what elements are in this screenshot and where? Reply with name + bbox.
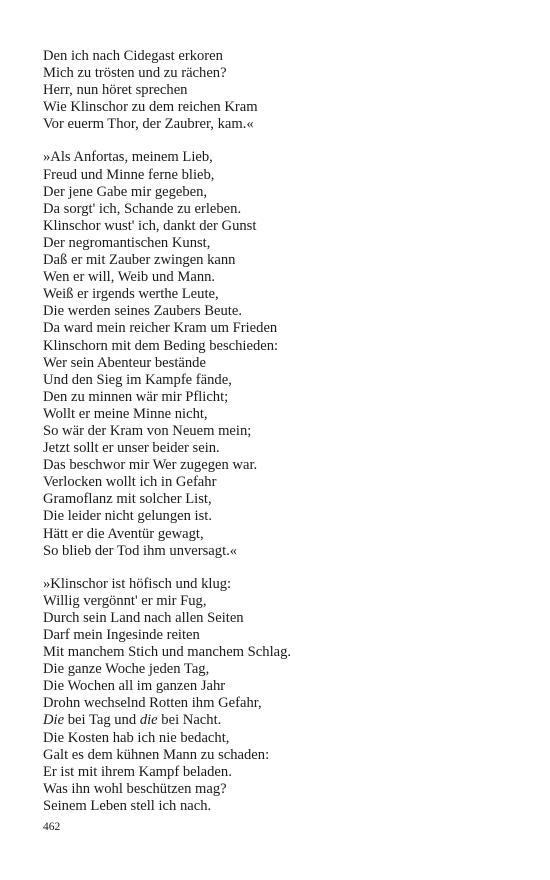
verse-line: Die ganze Woche jeden Tag,: [43, 661, 210, 678]
verse-line: »Klinschor ist höfisch und klug:: [43, 575, 232, 592]
verse-line: Wen er will, Weib und Mann.: [43, 269, 216, 286]
verse-line: Mit manchem Stich und manchem Schlag.: [43, 644, 292, 661]
verse-line: Weiß er irgends werthe Leute,: [43, 286, 219, 303]
verse-line: Und den Sieg im Kampfe fände,: [43, 371, 232, 388]
verse-line: Durch sein Land nach allen Seiten: [43, 609, 244, 626]
verse-line: Den zu minnen wär mir Pflicht;: [43, 388, 229, 405]
verse-line: So wär der Kram von Neuem mein;: [43, 422, 252, 439]
verse-line: Mich zu trösten und zu rächen?: [43, 65, 227, 82]
verse-line: Klinschor wust' ich, dankt der Gunst: [43, 217, 257, 234]
verse-line: Seinem Leben stell ich nach.: [43, 797, 212, 814]
stanza-1: [43, 48, 513, 133]
verse-fragment: bei Tag und: [64, 712, 140, 729]
verse-line: Der negromantischen Kunst,: [43, 234, 211, 251]
verse-line: Galt es dem kühnen Mann zu schaden:: [43, 746, 270, 763]
stanza-2: [43, 149, 513, 559]
verse-line: Freud und Minne ferne blieb,: [43, 166, 215, 183]
verse-line: Hätt er die Aventür gewagt,: [43, 525, 204, 542]
verse-line: Wer sein Abenteur bestände: [43, 354, 206, 371]
verse-line: So blieb der Tod ihm unversagt.«: [43, 542, 238, 559]
verse-line: Er ist mit ihrem Kampf beladen.: [43, 763, 232, 780]
verse-line: Verlocken wollt ich in Gefahr: [43, 474, 217, 491]
verse-line: Daß er mit Zauber zwingen kann: [43, 252, 236, 269]
italic-word: die: [139, 712, 158, 729]
verse-line: Was ihn wohl beschützen mag?: [43, 780, 227, 797]
verse-line: Da ward mein reicher Kram um Frieden: [43, 320, 278, 337]
verse-line: Darf mein Ingesinde reiten: [43, 627, 200, 643]
verse-line: Den ich nach Cidegast erkoren: [43, 48, 223, 64]
verse-line-italic: [43, 712, 513, 729]
verse-line: Die Kosten hab ich nie bedacht,: [43, 729, 230, 746]
verse-line: Willig vergönnt' er mir Fug,: [43, 592, 207, 609]
verse-line: Wollt er meine Minne nicht,: [43, 405, 208, 422]
verse-line: Wie Klinschor zu dem reichen Kram: [43, 99, 258, 116]
verse-line: Herr, nun höret sprechen: [43, 82, 188, 99]
verse-line: Da sorgt' ich, Schande zu erleben.: [43, 200, 242, 217]
verse-line: Drohn wechselnd Rotten ihm Gefahr,: [43, 695, 262, 712]
verse-line: »Als Anfortas, meinem Lieb,: [43, 149, 213, 166]
verse-fragment: bei Nacht.: [157, 712, 222, 729]
verse-line: Der jene Gabe mir gegeben,: [43, 183, 208, 200]
verse-line: Jetzt sollt er unser beider sein.: [43, 440, 220, 457]
poem-text: [43, 48, 513, 831]
verse-line: Die Wochen all im ganzen Jahr: [43, 678, 226, 695]
verse-line: Die leider nicht gelungen ist.: [43, 508, 212, 525]
verse-line: Vor euerm Thor, der Zaubrer, kam.«: [43, 116, 254, 133]
verse-line: Gramoflanz mit solcher List,: [43, 491, 212, 508]
verse-line: Die werden seines Zaubers Beute.: [43, 303, 242, 320]
verse-line: Das beschwor mir Wer zugegen war.: [43, 457, 258, 474]
stanza-3: [43, 576, 513, 815]
verse-line: Klinschorn mit dem Beding beschieden:: [43, 337, 279, 354]
italic-word: Die: [43, 712, 65, 729]
page-number: 462: [43, 821, 61, 833]
